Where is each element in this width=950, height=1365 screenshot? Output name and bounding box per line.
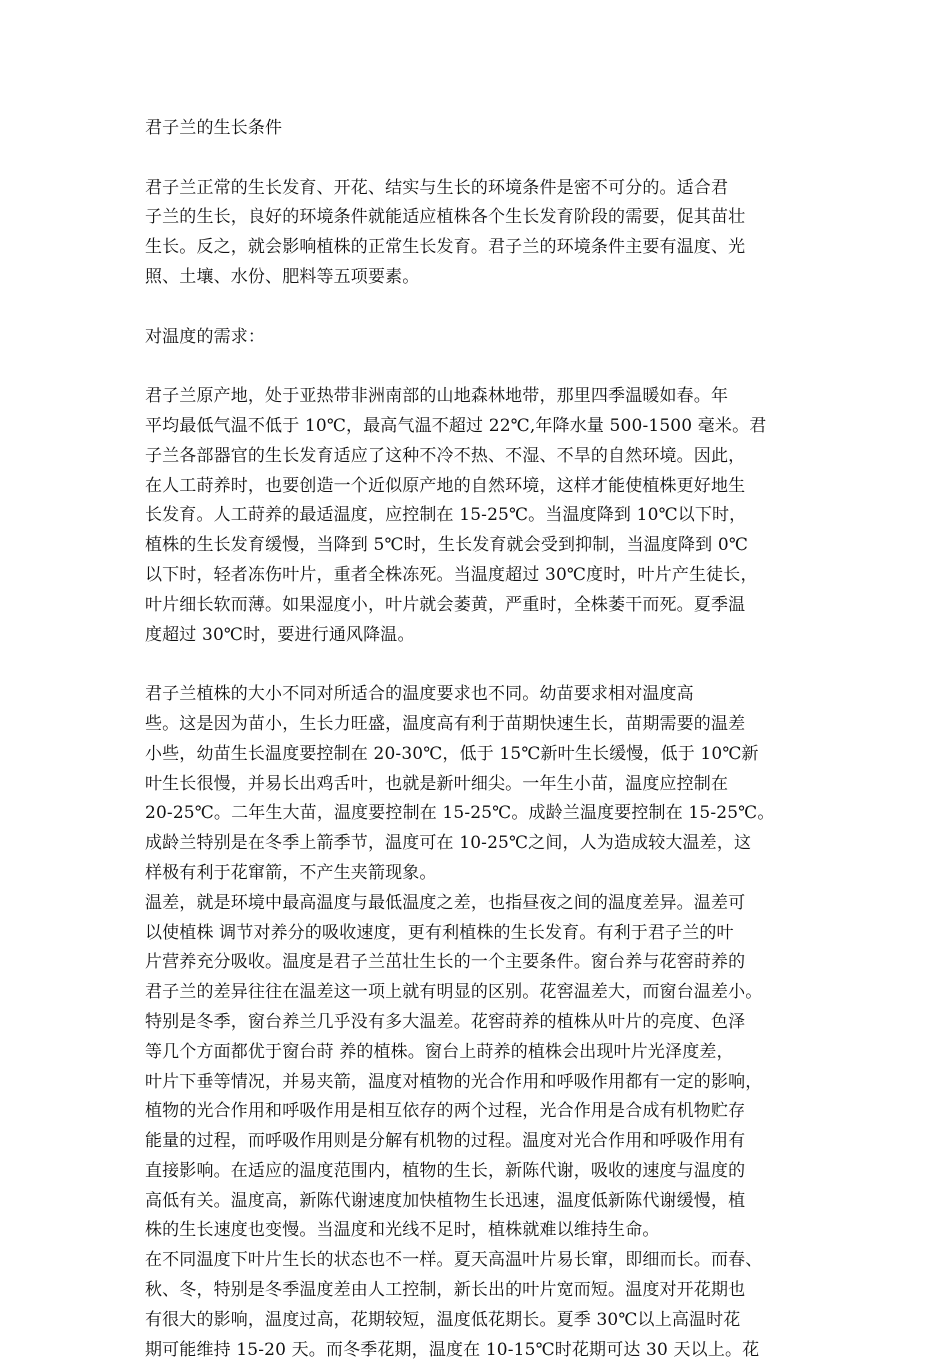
text-line: 小些，幼苗生长温度要控制在 20-30℃，低于 15℃新叶生长缓慢，低于 10℃新 (145, 743, 759, 764)
temperature-paragraph-2 (145, 680, 808, 1365)
text-line: 株的生长速度也变慢。当温度和光线不足时，植株就难以维持生命。 (145, 1220, 660, 1241)
text-line: 叶生长很慢，并易长出鸡舌叶，也就是新叶细尖。一年生小苗，温度应控制在 (145, 773, 729, 794)
text-line: 在人工莳养时，也要创造一个近似原产地的自然环境，这样才能使植株更好地生 (145, 475, 746, 496)
text-line: 君子兰植株的大小不同对所适合的温度要求也不同。幼苗要求相对温度高 (145, 684, 694, 705)
text-line: 子兰的生长，良好的环境条件就能适应植株各个生长发育阶段的需要，促其苗壮 (145, 207, 746, 228)
text-line: 片营养充分吸收。温度是君子兰茁壮生长的一个主要条件。窗台养与花窖莳养的 (145, 952, 746, 973)
text-line: 平均最低气温不低于 10℃，最高气温不超过 22℃,年降水量 500-1500 毫米。君 (145, 415, 767, 436)
text-line: 等几个方面都优于窗台莳 养的植株。窗台上莳养的植株会出现叶片光泽度差， (145, 1041, 734, 1062)
text-line: 植株的生长发育缓慢，当降到 5℃时，生长发育就会受到抑制，当温度降到 0℃ (145, 535, 749, 556)
text-line: 在不同温度下叶片生长的状态也不一样。夏天高温叶片易长窜，即细而长。而春、 (145, 1250, 763, 1271)
text-line: 照、土壤、水份、肥料等五项要素。 (145, 266, 420, 287)
text-line: 直接影响。在适应的温度范围内，植物的生长，新陈代谢，吸收的速度与温度的 (145, 1160, 746, 1181)
paragraph-gap (145, 144, 808, 174)
text-line: 特别是冬季，窗台养兰几乎没有多大温差。花窖莳养的植株从叶片的亮度、色泽 (145, 1011, 746, 1032)
text-line: 长发育。人工莳养的最适温度，应控制在 15-25℃。当温度降到 10℃以下时， (145, 505, 747, 526)
document-page (145, 114, 808, 1365)
text-line: 有很大的影响，温度过高，花期较短，温度低花期长。夏季 30℃以上高温时花 (145, 1309, 741, 1330)
text-line: 君子兰的差异往往在温差这一项上就有明显的区别。花窖温差大，而窗台温差小。 (145, 982, 763, 1003)
section-heading: 对温度的需求： (145, 326, 266, 347)
text-line: 高低有关。温度高，新陈代谢速度加快植物生长迅速，温度低新陈代谢缓慢，植 (145, 1190, 746, 1211)
text-line: 叶片下垂等情况，并易夹箭，温度对植物的光合作用和呼吸作用都有一定的影响， (145, 1071, 763, 1092)
text-line: 20-25℃。二年生大苗，温度要控制在 15-25℃。成龄兰温度要控制在 15-25℃。 (145, 803, 775, 824)
text-line: 叶片细长软而薄。如果湿度小，叶片就会萎黄，严重时，全株萎干而死。夏季温 (145, 594, 746, 615)
text-line: 生长。反之，就会影响植株的正常生长发育。君子兰的环境条件主要有温度、光 (145, 237, 746, 258)
text-line: 君子兰原产地，处于亚热带非洲南部的山地森林地带，那里四季温暖如春。年 (145, 386, 729, 407)
text-line: 度超过 30℃时，要进行通风降温。 (145, 624, 415, 645)
text-line: 期可能维持 15-20 天。而冬季花期，温度在 10-15℃时花期可达 30 天以上。花 (145, 1339, 760, 1360)
text-line: 些。这是因为苗小，生长力旺盛，温度高有利于苗期快速生长，苗期需要的温差 (145, 713, 746, 734)
paragraph-gap (145, 352, 808, 382)
intro-paragraph (145, 174, 808, 293)
text-line: 子兰各部器官的生长发育适应了这种不冷不热、不湿、不旱的自然环境。因此， (145, 445, 746, 466)
text-line: 成龄兰特别是在冬季上箭季节，温度可在 10-25℃之间，人为造成较大温差，这 (145, 833, 752, 854)
text-line: 秋、冬，特别是冬季温度差由人工控制，新长出的叶片宽而短。温度对开花期也 (145, 1280, 746, 1301)
text-line: 以使植株 调节对养分的吸收速度，更有利植株的生长发育。有利于君子兰的叶 (145, 922, 734, 943)
temperature-paragraph-1 (145, 382, 808, 650)
text-line: 以下时，轻者冻伤叶片，重者全株冻死。当温度超过 30℃度时，叶片产生徒长， (145, 564, 758, 585)
document-title: 君子兰的生长条件 (145, 118, 283, 138)
text-line: 样极有利于花窜箭，不产生夹箭现象。 (145, 862, 437, 883)
text-line: 能量的过程，而呼吸作用则是分解有机物的过程。温度对光合作用和呼吸作用有 (145, 1131, 746, 1152)
text-line: 植物的光合作用和呼吸作用是相互依存的两个过程，光合作用是合成有机物贮存 (145, 1101, 746, 1122)
text-line: 君子兰正常的生长发育、开花、结实与生长的环境条件是密不可分的。适合君 (145, 177, 729, 198)
paragraph-gap (145, 650, 808, 680)
text-line: 温差，就是环境中最高温度与最低温度之差，也指昼夜之间的温度差异。温差可 (145, 892, 746, 913)
paragraph-gap (145, 293, 808, 323)
